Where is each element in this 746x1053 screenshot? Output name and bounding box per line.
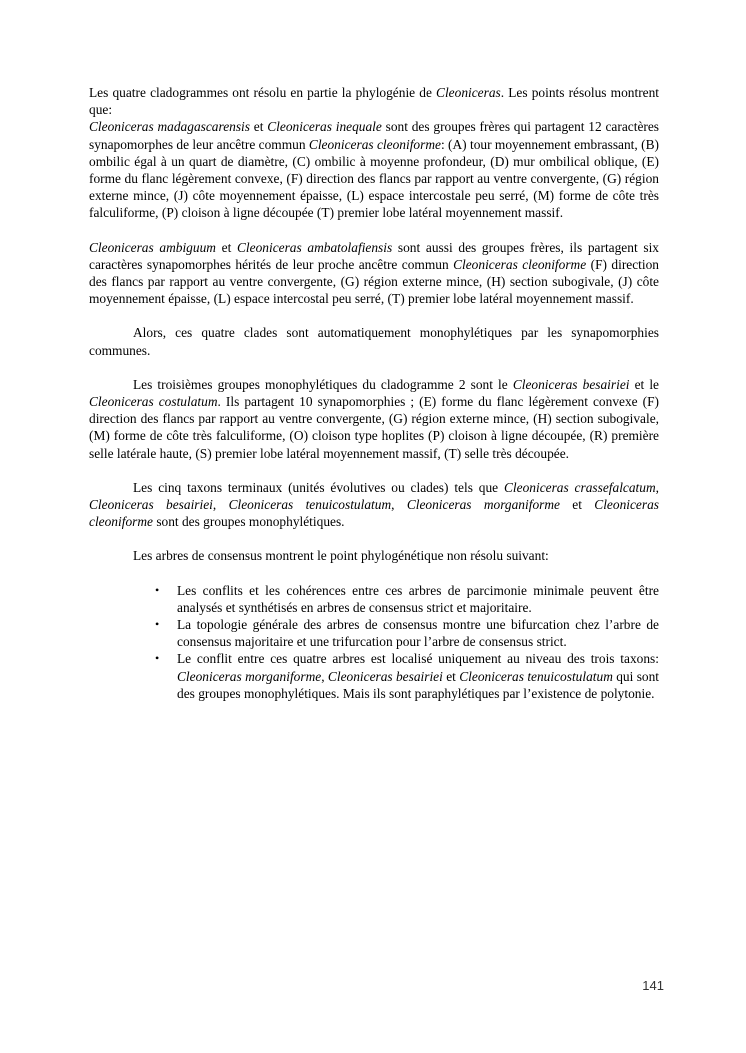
paragraph-terminal-taxa <box>89 479 659 531</box>
taxon-name: Cleoniceras morganiforme <box>177 668 322 684</box>
text: , <box>212 497 229 513</box>
text: : (A) tour moyennement embrassant, (B) ombilic égal à un quart de diamètre, (C) ombilic à moyenne profondeur, (D) mur ombilical oblique, (E) forme du flanc légèrement convexe, (F) direction des flancs par rapport au ventre convergente, (G) région externe mince, (J) côte moyennement épaisse, (L) espace intercostale peu serré, (M) forme de côte très falculiforme, (P) cloison à ligne découpée (T) premier lobe latéral moyennement massif. <box>89 136 659 221</box>
paragraph-intro <box>89 84 659 118</box>
taxon-name: Cleoniceras cleoniforme <box>453 256 587 272</box>
text: Le conflit entre ces quatre arbres est localisé uniquement au niveau des trois taxons: <box>177 651 659 667</box>
taxon-name: Cleoniceras cleoniforme <box>308 136 441 152</box>
text: La topologie générale des arbres de consensus montre une bifurcation chez l’arbre de consensus majoritaire et une trifurcation pour l’arbre de consensus strict. <box>177 617 659 650</box>
text: Les troisièmes groupes monophylétiques du cladogramme 2 sont le <box>133 376 513 392</box>
text: , <box>391 497 407 513</box>
consensus-bullet-list <box>89 582 659 702</box>
text: Les quatre cladogrammes ont résolu en partie la phylogénie de <box>89 85 437 100</box>
taxon-name: Cleoniceras ambatolafiensis <box>236 239 393 255</box>
text: . Ils partagent 10 synapomorphies ; (E) forme du flanc légèrement convexe (F) direction des flancs par rapport au ventre convergente, (G) région externe mince, (H) section subogivale, (M) forme de côte très falculiforme, (O) cloison type hoplites (P) cloison à ligne découpée, (R) première selle latérale haute, (S) premier lobe latéral moyennement massif, (T) selle très découpée. <box>89 394 659 461</box>
taxon-name: Cleoniceras inequale <box>267 119 382 135</box>
list-item <box>155 650 660 702</box>
taxon-name: Cleoniceras madagascarensis <box>89 119 250 135</box>
document-body <box>89 84 659 702</box>
taxon-name: Cleoniceras costulatum <box>89 394 218 410</box>
text: , <box>321 668 328 684</box>
taxon-name: Cleoniceras ambiguum <box>89 239 216 255</box>
paragraph-ambiguum-ambatolafiensis <box>89 239 659 308</box>
bullet-icon: • <box>155 617 160 632</box>
bullet-icon: • <box>155 651 160 666</box>
paragraph-monophyletic-clades: Alors, ces quatre clades sont automatiquement monophylétiques par les synapomorphies communes. <box>89 325 659 358</box>
text: Les conflits et les cohérences entre ces arbres de parcimonie minimale peuvent être analysés et synthétisés en arbres de consensus strict et majoritaire. <box>177 582 659 615</box>
text: Les cinq taxons terminaux (unités évolutives ou clades) tels que <box>133 479 504 495</box>
paragraph-consensus-intro: Les arbres de consensus montrent le point phylogénétique non résolu suivant: <box>133 548 549 564</box>
taxon-name: Cleoniceras <box>436 85 501 100</box>
text: qui sont des groupes monophylétiques. Mais ils sont paraphylétiques par l’existence de polytonie. <box>177 668 660 701</box>
paragraph-third-groups <box>89 376 659 462</box>
text: et <box>442 668 460 684</box>
taxon-name: Cleoniceras besairiei <box>512 376 630 392</box>
paragraph-madagascarensis-inequale <box>89 118 659 221</box>
taxon-name: Cleoniceras crassefalcatum <box>503 479 656 495</box>
taxon-name: Cleoniceras besairiei <box>89 497 213 513</box>
text: . Les points résolus montrent que: <box>89 85 660 118</box>
text: et <box>559 497 595 513</box>
text: sont aussi des groupes frères, ils partagent six caractères synapomorphes hérités de leur proche ancêtre commun <box>89 239 659 272</box>
text: sont des groupes frères qui partagent 12 caractères synapomorphes de leur ancêtre commun <box>89 119 659 152</box>
text: et <box>215 239 237 255</box>
text: , <box>655 479 659 495</box>
text: sont des groupes monophylétiques. <box>152 514 345 530</box>
taxon-name: Cleoniceras tenuicostulatum <box>228 497 392 513</box>
bullet-icon: • <box>155 582 160 597</box>
taxon-name: Cleoniceras tenuicostulatum <box>459 668 613 684</box>
text: et <box>250 119 268 135</box>
taxon-name: Cleoniceras besairiei <box>327 668 443 684</box>
taxon-name: Cleoniceras morganiforme <box>406 497 560 513</box>
text: et le <box>629 376 660 392</box>
list-item <box>155 616 659 650</box>
page-number: 141 <box>642 978 664 993</box>
taxon-name: Cleoniceras cleoniforme <box>89 497 659 530</box>
list-item <box>155 582 659 616</box>
text: (F) direction des flancs par rapport au ventre convergente, (G) région externe mince, (H) section subogivale, (J) côte moyennement épaisse, (L) espace intercostal peu serré, (T) premier lobe latéral moyennement massif. <box>89 256 660 307</box>
